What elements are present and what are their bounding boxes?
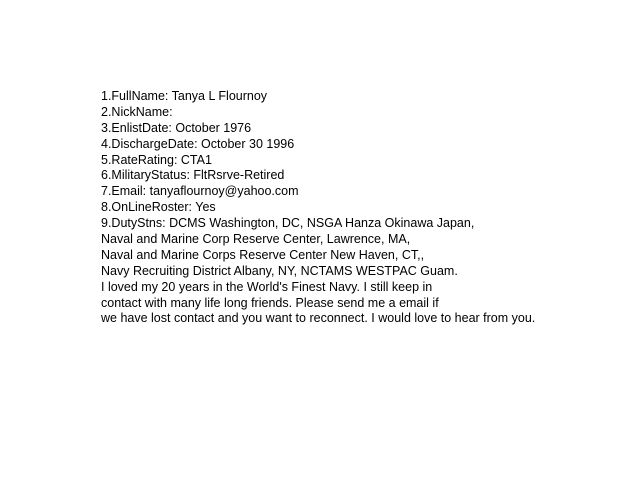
rate-rating-line: 5.RateRating: CTA1 <box>101 152 212 167</box>
personal-message-line: I loved my 20 years in the World's Finest Navy. I still keep in <box>101 279 433 294</box>
full-name-line: 1.FullName: Tanya L Flournoy <box>101 89 268 103</box>
duty-stations-continued-line: Naval and Marine Corps Reserve Center New Haven, CT,, <box>101 247 425 262</box>
discharge-date-line: 4.DischargeDate: October 30 1996 <box>101 136 295 151</box>
online-roster-line: 8.OnLineRoster: Yes <box>101 200 216 215</box>
email-line: 7.Email: tanyaflournoy@yahoo.com <box>101 184 299 199</box>
enlist-date-line: 3.EnlistDate: October 1976 <box>101 120 252 135</box>
duty-stations-line: 9.DutyStns: DCMS Washington, DC, NSGA Hanza Okinawa Japan, <box>101 216 475 231</box>
nickname-line: 2.NickName: <box>101 104 173 119</box>
personal-message-line: contact with many life long friends. Please send me a email if <box>101 295 439 310</box>
military-status-line: 6.MilitaryStatus: FltRsrve-Retired <box>101 168 285 183</box>
duty-stations-continued-line: Navy Recruiting District Albany, NY, NCTAMS WESTPAC Guam. <box>101 263 458 278</box>
personal-message-line: we have lost contact and you want to reconnect. I would love to hear from you. <box>101 311 536 326</box>
duty-stations-continued-line: Naval and Marine Corp Reserve Center, Lawrence, MA, <box>101 232 411 247</box>
profile-text-block <box>101 89 631 327</box>
